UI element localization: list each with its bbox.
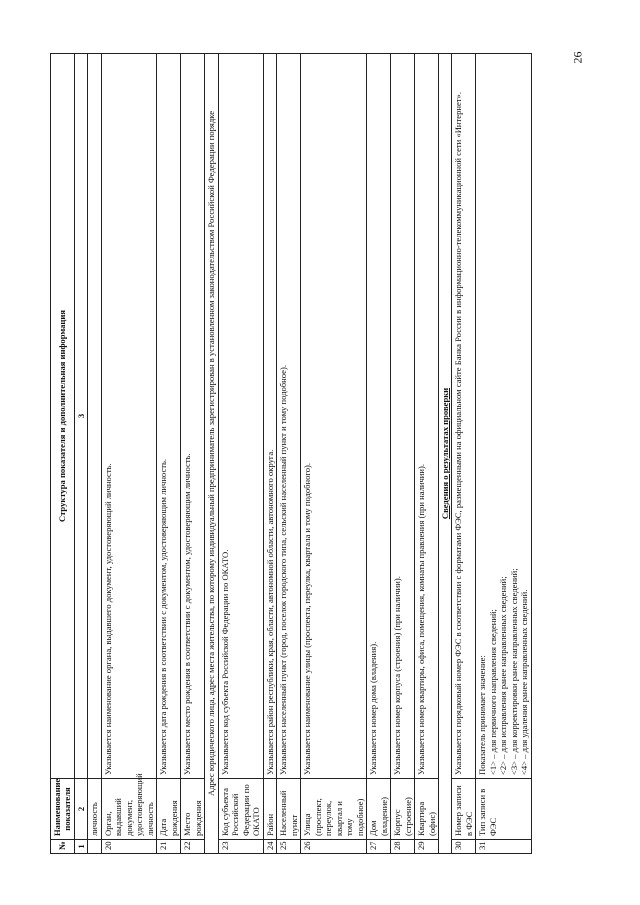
- table-row: [263, 54, 276, 854]
- row-num: 20: [101, 840, 156, 854]
- table-row: [301, 54, 367, 854]
- row-name: Место рождения: [181, 779, 205, 840]
- col-index-2: 2: [74, 779, 87, 840]
- section-row: [205, 54, 218, 854]
- section-row: [438, 54, 451, 854]
- table-row: [391, 54, 415, 854]
- table-row: [415, 54, 439, 854]
- row-desc: Указывается место рождения в соответствии с документом, удостоверяющим личность.: [181, 54, 205, 779]
- row-desc: Указывается наименование органа, выдавшего документ, удостоверяющий личность.: [101, 54, 156, 779]
- row-desc: Указывается населенный пункт (город, поселок городского типа, сельский населенный пункт и тому подобное).: [277, 54, 301, 779]
- table-row: [157, 54, 181, 854]
- table-row: [101, 54, 156, 854]
- table-row: [218, 54, 263, 854]
- row-name: личность: [88, 779, 101, 840]
- row-name: Район: [263, 779, 276, 840]
- header-structure: Структура показателя и дополнительная информация: [51, 54, 75, 779]
- table-row: [88, 54, 101, 854]
- row-num: 28: [391, 840, 415, 854]
- indicator-table: [50, 53, 532, 854]
- row-desc: Указывается дата рождения в соответствии с документом, удостоверяющим личность.: [157, 54, 181, 779]
- options-intro: Показатель принимает значение:: [477, 655, 488, 775]
- row-desc: [476, 54, 531, 779]
- row-name: Корпус (строение): [391, 779, 415, 840]
- rotated-table-sheet: [50, 53, 530, 854]
- row-desc: Указывается номер квартиры, офиса, помещения, комнаты правления (при наличии).: [415, 54, 439, 779]
- option-item: <3> – для корректировки ранее направленных сведений;: [508, 568, 519, 775]
- row-num: 23: [218, 840, 263, 854]
- row-desc: Указывается район республики, края, области, автономной области, автономного округа.: [263, 54, 276, 779]
- row-name: Улица (проспект, переулок, квартал и тому подобное): [301, 779, 367, 840]
- table-row: [277, 54, 301, 854]
- row-name: Тип записи в ФЭС: [476, 779, 531, 840]
- row-name: Населенный пункт: [277, 779, 301, 840]
- col-index-3: 3: [74, 54, 87, 779]
- row-desc: Указывается номер корпуса (строения) (при наличии).: [391, 54, 415, 779]
- row-num: 25: [277, 840, 301, 854]
- header-name: Наименование показателя: [51, 779, 75, 840]
- row-num: 21: [157, 840, 181, 854]
- option-item: <2> – для исправления ранее направленных сведений;: [498, 576, 509, 775]
- table-row: [367, 54, 391, 854]
- row-name: Квартира (офис): [415, 779, 439, 840]
- row-desc: Указывается наименование улицы (проспекта, переулка, квартала и тому подобного).: [301, 54, 367, 779]
- table-row: [452, 54, 476, 854]
- check-section-title: Сведения о результатах проверки: [438, 54, 451, 854]
- table-row: [476, 54, 531, 854]
- row-name: Код субъекта Российской Федерации по ОКАТО: [218, 779, 263, 840]
- row-desc: Указывается номер дома (владения).: [367, 54, 391, 779]
- column-number-row: [74, 54, 87, 854]
- row-num: 24: [263, 840, 276, 854]
- option-item: <4> – для удаления ранее направленных сведений.: [519, 589, 530, 775]
- row-num: 26: [301, 840, 367, 854]
- table-row: [181, 54, 205, 854]
- header-row: [51, 54, 75, 854]
- row-name: Дата рождения: [157, 779, 181, 840]
- page-number: 26: [570, 51, 585, 64]
- row-num: 30: [452, 840, 476, 854]
- row-name: Дом (владение): [367, 779, 391, 840]
- row-name: Орган, выдавший документ, удостоверяющий личность: [101, 779, 156, 840]
- row-num: 27: [367, 840, 391, 854]
- row-desc: Указывается порядковый номер ФЭС в соответствии с форматами ФЭС, размещенными на официальном сайте Банка России в информационно-телекоммуникационной сети «Интернет».: [452, 54, 476, 779]
- row-num: 29: [415, 840, 439, 854]
- header-num: №: [51, 840, 75, 854]
- row-name: Номер записи в ФЭС: [452, 779, 476, 840]
- row-desc: Указывается код субъекта Российской Федерации по ОКАТО.: [218, 54, 263, 779]
- option-item: <1> – для первичного направления сведений;: [487, 609, 498, 775]
- row-num: 22: [181, 840, 205, 854]
- address-section-title: Адрес юридического лица, адрес места жительства, по которому индивидуальный предприниматель зарегистрирован в установленном законодательством Российской Федерации порядке: [205, 54, 218, 854]
- col-index-1: 1: [74, 840, 87, 854]
- row-num: 31: [476, 840, 531, 854]
